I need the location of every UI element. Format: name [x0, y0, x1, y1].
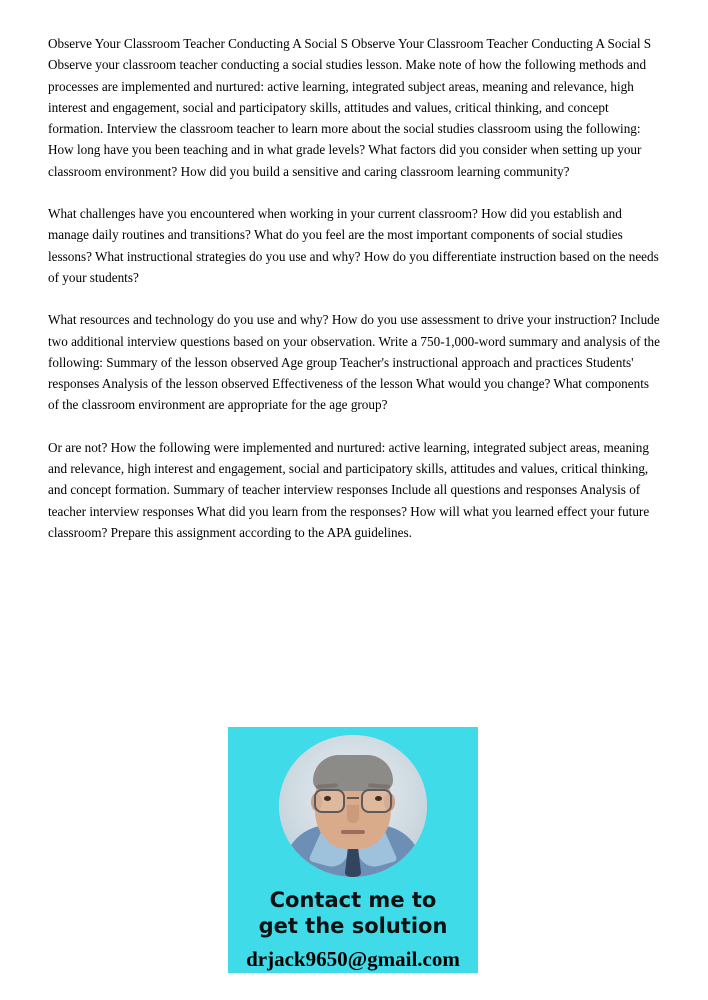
promo-email-address[interactable]: drjack9650@gmail.com — [246, 947, 460, 971]
promo-headline-line-2: get the solution — [258, 914, 448, 938]
promo-headline-line-1: Contact me to — [269, 888, 437, 912]
avatar-eye-left — [324, 796, 331, 801]
document-body — [48, 33, 663, 543]
avatar-eye-right — [375, 796, 382, 801]
contact-promo-card — [228, 727, 478, 973]
paragraph-2: What challenges have you encountered when working in your current classroom? How did you establish and manage daily routines and transitions? What do you feel are the most important components of social studies lessons? What instructional strategies do you use and why? How do you differentiate instruction based on the needs of your students? — [48, 206, 659, 285]
avatar-mouth — [341, 830, 365, 834]
paragraph-3: What resources and technology do you use and why? How do you use assessment to drive your instruction? Include two additional interview questions based on your observation. Write a 750-1,000-word summary and analysis of the following: Summary of the lesson observed Age group Teacher's instructional approach and practices Students' responses Analysis of the lesson observed Effectiveness of the lesson What would you change? What components of the classroom environment are appropriate for the age group? — [48, 312, 660, 413]
paragraph-4: Or are not? How the following were implemented and nurtured: active learning, integrated subject areas, meaning and relevance, high interest and engagement, social and participatory skills, attitudes and values, critical thinking, and concept formation. Summary of teacher interview responses Include all questions and responses Analysis of teacher interview responses What did you learn from the responses? How will what you learned effect your future classroom? Prepare this assignment according to the APA guidelines. — [48, 439, 650, 540]
paragraph-1: Observe Your Classroom Teacher Conducting A Social S Observe Your Classroom Teacher Conducting A Social S Observe your classroom teacher conducting a social studies lesson. Make note of how the following methods and processes are implemented and nurtured: active learning, integrated subject areas, meaning and relevance, high interest and engagement, social and participatory skills, attitudes and values, critical thinking, and concept formation. Interview the classroom teacher to learn more about the social studies classroom using the following: How long have you been teaching and in what grade levels? What factors did you consider when setting up your classroom environment? How did you build a sensitive and caring classroom learning community? — [48, 36, 652, 179]
avatar-glasses-bridge — [347, 797, 359, 799]
avatar-nose — [347, 805, 359, 823]
avatar-glasses-left-lens — [314, 789, 345, 813]
avatar-glasses-right-lens — [361, 789, 392, 813]
avatar — [279, 735, 427, 877]
